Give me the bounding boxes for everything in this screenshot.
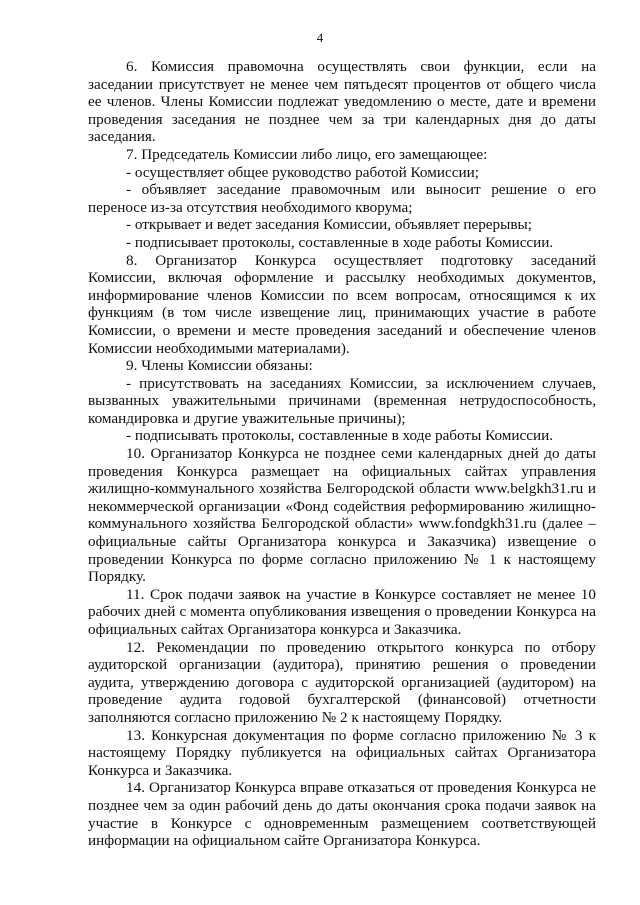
paragraph-14: 14. Организатор Конкурса вправе отказаться от проведения Конкурса не позднее чем за один рабочий день до даты окончания срока подачи заявок на участие в Конкурсе с одновременным размещением соответствующей информации на официальном сайте Организатора Конкурса. <box>88 779 596 850</box>
paragraph-8: 8. Организатор Конкурса осуществляет подготовку заседаний Комиссии, включая оформление и рассылку необходимых документов, информирование членов Комиссии по всем вопросам, относящимся к их функциям (в том числе извещение лиц, принимающих участие в работе Комиссии, о времени и месте проведения заседаний и обеспечение членов Комиссии необходимыми материалами). <box>88 251 596 357</box>
chairman-duty-3: - открывает и ведет заседания Комиссии, объявляет перерывы; <box>126 216 532 234</box>
chairman-duty-2: - объявляет заседание правомочным или выносит решение о его переносе из-за отсутствия необходимого кворума; <box>88 181 596 216</box>
paragraph-9: 9. Члены Комиссии обязаны: <box>126 357 313 375</box>
paragraph-11: 11. Срок подачи заявок на участие в Конкурсе составляет не менее 10 рабочих дней с момента опубликования извещения о проведении Конкурса на официальных сайтах Организатора конкурса и Заказчика. <box>88 585 596 638</box>
page-number: 4 <box>316 30 324 45</box>
document-body <box>88 58 596 850</box>
paragraph-12: 12. Рекомендации по проведению открытого конкурса по отбору аудиторской организации (аудитора), принятию решения о проведении аудита, утверждению договора с аудиторской организацией (аудитором) на проведение аудита годовой бухгалтерской (финансовой) отчетности заполняются согласно приложению № 2 к настоящему Порядку. <box>88 638 596 726</box>
paragraph-7: 7. Председатель Комиссии либо лицо, его замещающее: <box>126 145 488 163</box>
member-duty-1: - присутствовать на заседаниях Комиссии, за исключением случаев, вызванных уважительными причинами (временная нетрудоспособность, командировка и другие уважительные причины); <box>88 374 596 427</box>
paragraph-13: 13. Конкурсная документация по форме согласно приложению № 3 к настоящему Порядку публикуется на официальных сайтах Организатора Конкурса и Заказчика. <box>88 726 596 779</box>
paragraph-10: 10. Организатор Конкурса не позднее семи календарных дней до даты проведения Конкурса размещает на официальных сайтах управления жилищно-коммунального хозяйства Белгородской области www.belgkh31.ru и некоммерческой организации «Фонд содействия реформированию жилищно-коммунального хозяйства Белгородской области» www.fondgkh31.ru (далее – официальные сайты Организатора конкурса и Заказчика) извещение о проведении Конкурса по форме согласно приложению № 1 к настоящему Порядку. <box>88 445 596 586</box>
paragraph-6: 6. Комиссия правомочна осуществлять свои функции, если на заседании присутствует не менее чем пятьдесят процентов от общего числа ее членов. Члены Комиссии подлежат уведомлению о месте, дате и времени проведения заседания не позднее чем за три календарных дня до даты заседания. <box>88 58 596 146</box>
chairman-duty-4: - подписывает протоколы, составленные в ходе работы Комиссии. <box>126 233 554 251</box>
chairman-duty-1: - осуществляет общее руководство работой Комиссии; <box>126 163 479 181</box>
member-duty-2: - подписывать протоколы, составленные в ходе работы Комиссии. <box>126 427 554 445</box>
